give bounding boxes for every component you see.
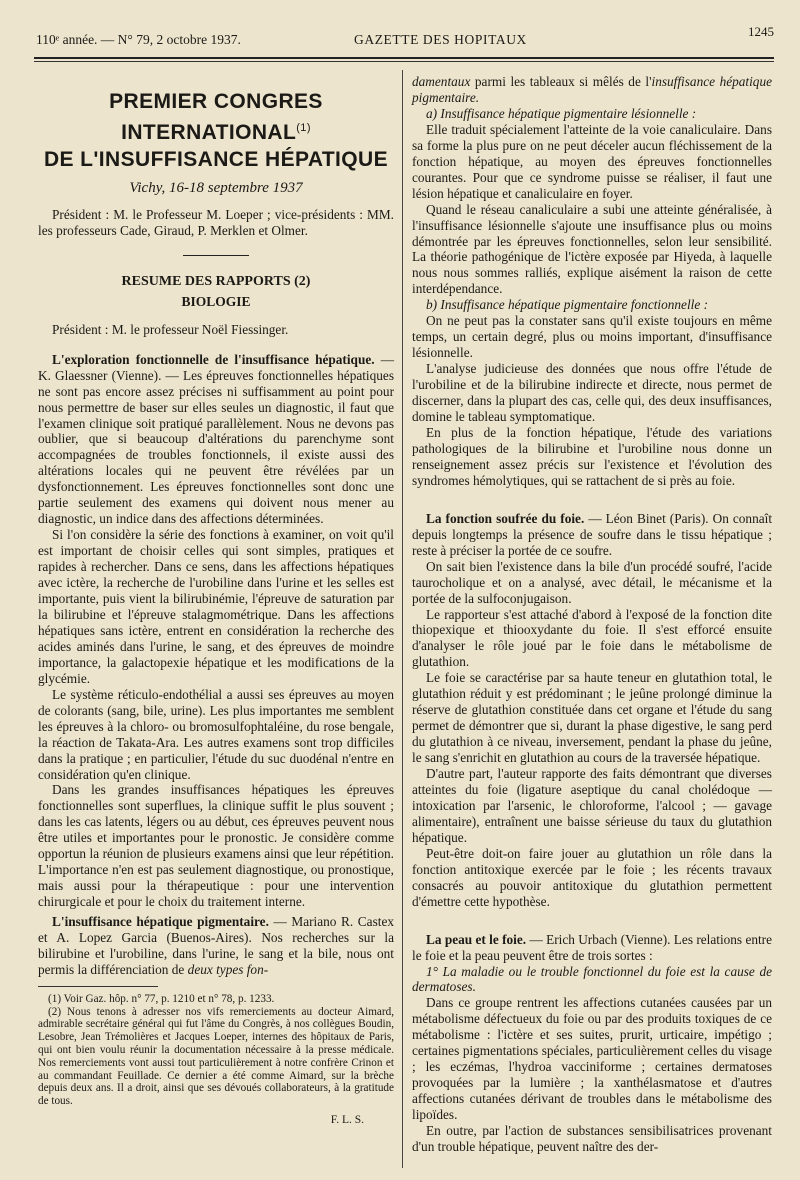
- paragraph: Le foie se caractérise par sa haute teneur en glutathion total, le glutathion réduit y est prédominant ; le jeûne prolongé diminue la réserve de glutathion constituée dans cet organe et l'étude du sang permet de démontrer que si, durant la phase digestive, le sang perd du glutathion à ce niveau, inversement, pendant la phase du jeûne, le sang s'enrichit en glutathion au cours de la traversée hépatique.: [412, 670, 772, 766]
- session-president: Président : M. le professeur Noël Fiessinger.: [52, 321, 289, 337]
- article-title: L'insuffisance hépatique pigmentaire.: [52, 914, 269, 930]
- title-line-2: DE L'INSUFFISANCE HÉPATIQUE: [43, 148, 389, 171]
- article-text: On connaît depuis longtemps la présence de soufre dans le tissu hépatique ; reste à préciser la portée de ce soufre.: [412, 510, 773, 558]
- footnote-2: (2) Nous tenons à adresser nos vifs remerciements au docteur Aimard, admirable secrétaire général qui fut l'âme du Congrès, à nos collègues Boudin, Lesobre, Jean Trémolières et Jacques Loeper, internes des hôpitaux de Paris, qui ont bien voulu réunir la documentation nécessaire à la presse médicale. Nos remerciements vont aussi tout particulièrement à notre confrère Crinon et au commandant Feuillade. Ce dernier a été comme Aimard, sur la brèche depuis deux ans. Il a droit, ainsi que ses dévoués collaborateurs, à la gratitude de tous.: [38, 1005, 394, 1108]
- running-header: [36, 26, 772, 52]
- subheading-text: a) Insuffisance hépatique pigmentaire lésionnelle :: [426, 105, 697, 121]
- article-author: — Erich Urbach (Vienne).: [529, 931, 671, 947]
- congress-dates: Vichy, 16-18 septembre 1937: [129, 180, 303, 196]
- paragraph: Quand le réseau canaliculaire a subi une atteinte généralisée, à l'insuffisance lésionnelle s'ajoute une insuffisance plus ou moins démontrée par les épreuves fonctionnelles, selon leur sensibilité. La théorie pathogénique de l'ictère exposée par Hiyeda, à laquelle nous nous sommes ralliés, explique aisément la raison de cette interdépendance.: [412, 201, 772, 297]
- section-divider: [183, 255, 249, 256]
- paragraph: Peut-être doit-on faire jouer au glutathion un rôle dans la fonction antitoxique exercée par le foie ; les récents travaux consacrés au pouvoir antitoxique du glutathion permettent d'émettre cette hypothèse.: [412, 845, 772, 909]
- article-peau-intro: [412, 932, 772, 964]
- journal-name: GAZETTE DES HOPITAUX: [354, 32, 527, 47]
- article-title: La peau et le foie.: [426, 931, 527, 947]
- article-text: Les épreuves fonctionnelles hépatiques ne sont pas encore assez précises ni suffisamment au point pour nous permettre de baser sur elles seules un diagnostic, il faut que l'examen clinique soit pratiqué parallèlement. Nous ne devons pas oublier, que si beaucoup d'altérations du parenchyme sont accompagnées de troubles fonctionnels, il existe aussi des altérations locales qui ne peuvent être révélées par un dysfonctionnement. Les épreuves fonctionnelles sont donc une partie seulement des examens qui doivent nous mener au diagnostic, un indice dans des affections déterminées.: [38, 367, 395, 527]
- paragraph: Le système réticulo-endothélial a aussi ses épreuves au moyen de colorants (sang, bile, urine). Les plus importantes me semblent les épreuves à la chloro- ou bromosulfophtaléine, du rose bengale, la réaction de Takata-Ara. Les autres examens sont trop difficiles dans la pratique ; en particulier, l'étude du suc duodénal n'entre en considération qu'en clinique.: [38, 686, 394, 782]
- article-soufree-intro: [412, 511, 772, 559]
- signature: F. L. S.: [330, 1114, 364, 1127]
- paragraph: L'analyse judicieuse des données que nous offre l'étude de l'urobiline et de la bilirubine indirecte et directe, nous permet de discerner, dans la plupart des cas, celle qui, des deux insuffisances, domine le tableau symptomatique.: [412, 361, 772, 425]
- paragraph: Dans ce groupe rentrent les affections cutanées causées par un métabolisme défectueux du foie ou par des produits toxiques de ce métabolisme : l'ictère et ses suites, prurit, urticaire, impétigo ; certaines pigmentations spéciales, particulièrement celles du visage ; les eczémas, l'hydroa vacciniforme ; certaines dermatoses provoquées par la lumière ; la xanthélasmatose et d'autres affections cutanées dérivant de troubles dans le métabolisme des lipoïdes.: [412, 995, 772, 1123]
- article-exploration-intro: [38, 352, 394, 527]
- header-rule-thin: [34, 61, 774, 62]
- article-title: La fonction soufrée du foie.: [426, 510, 585, 526]
- header-rule-thick: [34, 57, 774, 59]
- article-author: — Léon Binet (Paris).: [588, 510, 709, 526]
- footnotes: [38, 993, 394, 1127]
- section-heading-resume: RESUME DES RAPPORTS (2): [121, 273, 311, 289]
- paragraph: On sait bien l'existence dans la bile d'un procédé soufré, l'acide taurocholique et on a analysé, avec détail, le mécanisme et la portée de la sulfoconjugaison.: [412, 558, 772, 606]
- left-column: [38, 74, 394, 1127]
- paragraph: En outre, par l'action de substances sensibilisatrices provenant d'un trouble hépatique, peuvent naître des der-: [412, 1123, 772, 1154]
- article-author: — K. Glaessner (Vienne). —: [38, 351, 394, 383]
- title-line-1: PREMIER CONGRES INTERNATIONAL: [109, 90, 323, 144]
- article-text: Les relations entre le foie et la peau peuvent être de trois sortes :: [412, 931, 773, 963]
- article-text: Nos recherches sur la bilirubine et l'urobiline, dans l'urine, le sang et la bile, nous ont permis la différenciation de: [38, 930, 394, 977]
- subheading-text: b) Insuffisance hépatique pigmentaire fonctionnelle :: [426, 297, 709, 313]
- right-column: [412, 74, 772, 1155]
- paragraph: Dans les grandes insuffisances hépatiques les épreuves fonctionnelles sont superflues, la clinique suffit le plus souvent ; dans les cas latents, légers ou au début, ces épreuves peuvent nous être utiles et importantes pour le pronostic. Je considère comme opportun la réunion de plusieurs examens ainsi que leur répétition. L'importance n'en est pas seulement diagnostique, ou pronostique, mais aussi pour la thérapeutique : pour une intervention chirurgicale et pour le choix du traitement interne.: [38, 782, 394, 910]
- column-separator: [402, 70, 403, 1168]
- continued-paragraph: [412, 74, 772, 106]
- italic-text: 1° La maladie ou le trouble fonctionnel du foie est la cause de dermatoses.: [412, 963, 772, 995]
- paragraph: Le rapporteur s'est attaché d'abord à l'exposé de la fonction dite thiopexique et thiooxydante du foie. Il s'est efforcé ensuite d'analyser le rôle joué par le foie dans le métabolisme de glutathion.: [412, 606, 772, 670]
- paragraph: Elle traduit spécialement l'atteinte de la voie canaliculaire. Dans sa forme la plus pure on ne peut déceler aucun fléchissement de la fonction hépatique, au moyen des épreuves fonctionnelles courantes. Pour que ce syndrome puisse se réaliser, il faut une lésion hépatique et canaliculaire en foyer.: [412, 121, 772, 201]
- congress-title: [38, 88, 394, 173]
- issue-info: 110ᵉ année. — N° 79, 2 octobre 1937.: [36, 32, 241, 47]
- paragraph-italic: [412, 964, 772, 996]
- paragraph: Si l'on considère la série des fonctions à examiner, on voit qu'il est important de choisir celles qui sont simples, pratiques et rapides à rechercher. Dans ce sens, dans les affections hépatiques avec ictère, la recherche de l'urobiline dans l'urine et les selles est importante, puis vient la bilirubinémie, l'épreuve de saturation par la bilirubine et l'épreuve stalagmométrique. Dans les affections hépatiques sans ictère, entrent en considération la recherche des acides aminés dans l'urine, le sang, et des épreuves de moindre importance, la galactopexie hépatique et les modifications de la glycémie.: [38, 527, 394, 686]
- paragraph: D'autre part, l'auteur rapporte des faits démontrant que diverses atteintes du foie (ligature aseptique du canal cholédoque — intoxication par l'arsenic, le chloroforme, l'alcool ; — gavage alimentaire), entraînent une baisse sérieuse du taux du glutathion hépatique.: [412, 766, 772, 845]
- text-italic: insuffisance hépatique pigmentaire.: [412, 74, 772, 105]
- footnote-divider: [38, 986, 158, 987]
- subheading-b: [412, 297, 772, 313]
- text: parmi les tableaux si mêlés de l': [474, 74, 652, 89]
- officers: Président : M. le Professeur M. Loeper ; vice-présidents : MM. les professeurs Cade, Giraud, P. Merklen et Olmer.: [38, 206, 394, 238]
- text-italic: damentaux: [412, 74, 471, 89]
- footnote-1: (1) Voir Gaz. hôp. n° 77, p. 1210 et n° 78, p. 1233.: [48, 992, 275, 1005]
- article-title: L'exploration fonctionnelle de l'insuffisance hépatique.: [52, 351, 375, 367]
- article-author: — Mariano R. Castex et A. Lopez Garcia (Buenos-Aires).: [38, 914, 394, 946]
- article-text-italic: deux types fon-: [187, 961, 269, 977]
- section-heading-biologie: BIOLOGIE: [181, 293, 251, 309]
- page-number: 1245: [748, 24, 774, 39]
- article-pigmentaire-intro: [38, 914, 394, 978]
- subheading-a: [412, 106, 772, 122]
- title-footnote-ref: (1): [296, 122, 311, 134]
- paragraph: En plus de la fonction hépatique, l'étude des variations pathologiques de la bilirubine et l'urobiline nous donne un renseignement assez précis sur l'existence et l'évolution des syndromes hémolytiques, qui se rattachent de si près au foie.: [412, 424, 772, 488]
- paragraph: On ne peut pas la constater sans qu'il existe toujours en même temps, un certain degré, plus ou moins important, d'insuffisance lésionnelle.: [412, 313, 772, 361]
